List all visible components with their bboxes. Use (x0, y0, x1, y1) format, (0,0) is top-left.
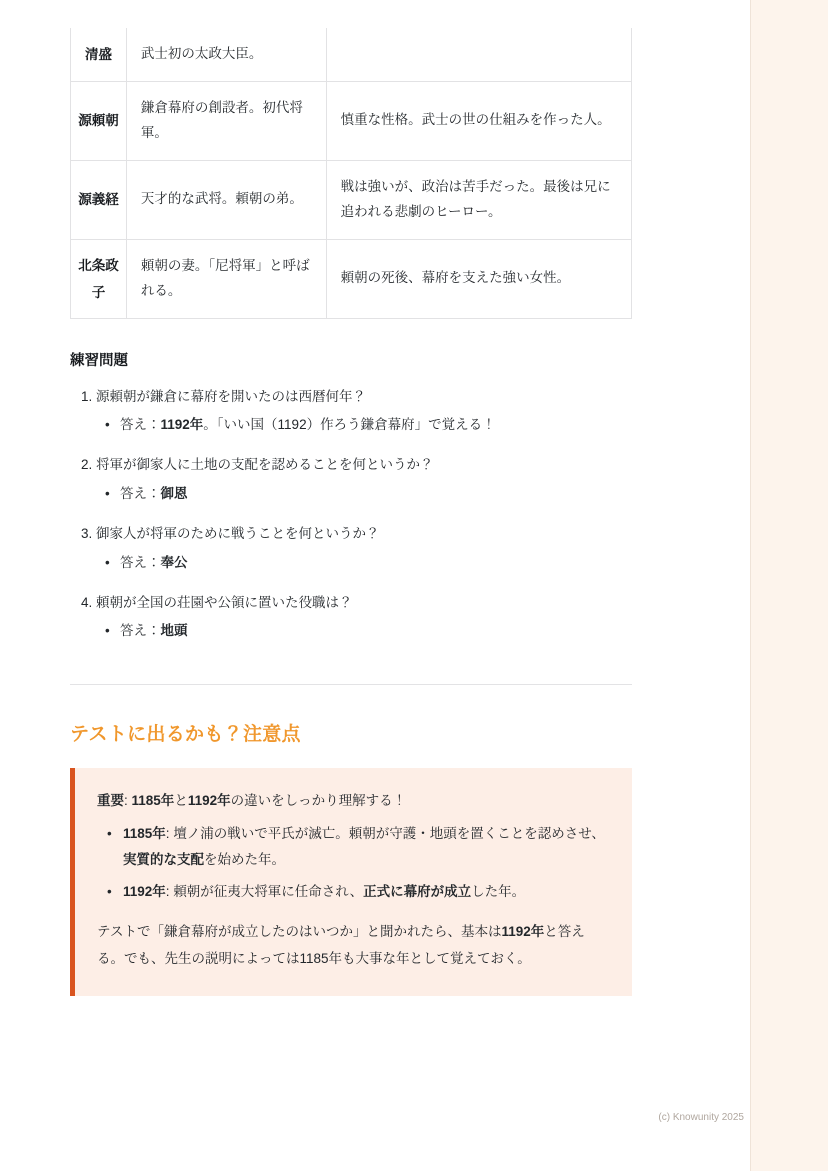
table-row (71, 28, 632, 81)
summary-bold: 1192年 (501, 924, 545, 940)
list-item (120, 413, 632, 438)
figure-name: 源義経 (78, 192, 119, 208)
figure-description-cell: 鎌倉幕府の創設者。初代将軍。 (126, 81, 326, 160)
callout-lead-year-1: 1185年 (131, 793, 175, 809)
answer-rest: 。「いい国（1192）作ろう鎌倉幕府」で覚える！ (203, 417, 496, 433)
practice-heading: 練習問題 (70, 352, 128, 369)
figure-name: 清盛 (84, 46, 112, 62)
answer-prefix: 答え： (120, 486, 161, 502)
bullet-text-c: した年。 (471, 884, 526, 900)
bullet-text-c: を始めた年。 (204, 851, 285, 867)
test-notes-heading: テストに出るかも？注意点 (70, 724, 301, 746)
figure-name-cell (71, 81, 127, 160)
question-text: 御家人が将軍のために戦うことを何というか？ (96, 526, 380, 541)
bullet-year: 1185年 (123, 825, 166, 841)
answer-prefix: 答え： (120, 623, 161, 639)
answer-bold: 御恩 (160, 486, 188, 502)
list-item (96, 452, 632, 507)
list-item (120, 619, 632, 644)
section-divider (70, 684, 632, 685)
bullet-year: 1192年 (123, 884, 166, 900)
figure-name: 北条政子 (78, 257, 119, 300)
bullet-text-bold: 正式に幕府が成立 (363, 884, 472, 900)
question-text: 源頼朝が鎌倉に幕府を開いたのは西暦何年？ (96, 388, 366, 404)
answer-bold: 奉公 (160, 554, 188, 570)
answer-prefix: 答え： (120, 554, 161, 570)
important-callout (70, 768, 632, 996)
list-item (96, 521, 632, 576)
callout-lead-year-2: 1192年 (187, 793, 231, 809)
callout-lead-conj: と (174, 793, 188, 809)
document-content (70, 28, 632, 996)
figure-name-cell (71, 239, 127, 318)
callout-lead-label: 重要 (97, 793, 124, 809)
figure-trait-cell: 戦は強いが、政治は苦手だった。最後は兄に追われる悲劇のヒーロー。 (326, 160, 631, 239)
figure-trait-cell (326, 28, 631, 81)
bullet-sep: : (165, 825, 174, 841)
bullet-text-a: 頼朝が征夷大将軍に任命され、 (173, 884, 364, 900)
figure-trait-cell: 頼朝の死後、幕府を支えた強い女性。 (326, 239, 631, 318)
callout-bullet-list (97, 821, 608, 906)
summary-text-a: テストで「鎌倉幕府が成立したのはいつか」と聞かれたら、基本は (97, 924, 502, 940)
list-item (120, 551, 632, 576)
answer-list (96, 551, 632, 576)
bullet-text-bold: 実質的な支配 (123, 851, 204, 867)
callout-summary (97, 919, 608, 972)
answer-prefix: 答え： (120, 417, 161, 433)
answer-bold: 1192年 (160, 417, 204, 433)
figure-description-cell: 武士初の太政大臣。 (126, 28, 326, 81)
answer-list (96, 482, 632, 507)
list-item (96, 384, 632, 439)
list-item (96, 590, 632, 645)
question-text: 将軍が御家人に土地の支配を認めることを何というか？ (96, 457, 434, 473)
question-text: 頼朝が全国の荘園や公領に置いた役職は？ (96, 594, 353, 610)
page-side-strip (750, 0, 828, 1171)
summary-text-b: と答える。でも、先生の説明によっては1185年も大事な年として覚えておく。 (97, 924, 585, 966)
callout-lead (97, 788, 608, 814)
figure-trait-cell: 慎重な性格。武士の世の仕組みを作った人。 (326, 81, 631, 160)
figure-name-cell (71, 28, 127, 81)
answer-list (96, 413, 632, 438)
figure-name-cell (71, 160, 127, 239)
figure-description-cell: 天才的な武将。頼朝の弟。 (126, 160, 326, 239)
figure-name: 源頼朝 (78, 113, 119, 129)
table-row (71, 160, 632, 239)
historical-figures-table (70, 28, 632, 319)
bullet-text-a: 壇ノ浦の戦いで平氏が滅亡。頼朝が守護・地頭を置くことを認めさせ、 (173, 825, 605, 841)
table-row (71, 239, 632, 318)
callout-lead-sep: : (124, 793, 132, 809)
answer-bold: 地頭 (160, 623, 188, 639)
figure-description-cell: 頼朝の妻。「尼将軍」と呼ばれる。 (126, 239, 326, 318)
list-item (123, 821, 608, 874)
callout-lead-tail: の違いをしっかり理解する！ (230, 793, 407, 809)
list-item (120, 482, 632, 507)
footer-copyright: (c) Knowunity 2025 (658, 1112, 744, 1123)
practice-question-list (70, 384, 632, 644)
bullet-sep: : (165, 884, 174, 900)
answer-list (96, 619, 632, 644)
table-row (71, 81, 632, 160)
list-item (123, 879, 608, 905)
